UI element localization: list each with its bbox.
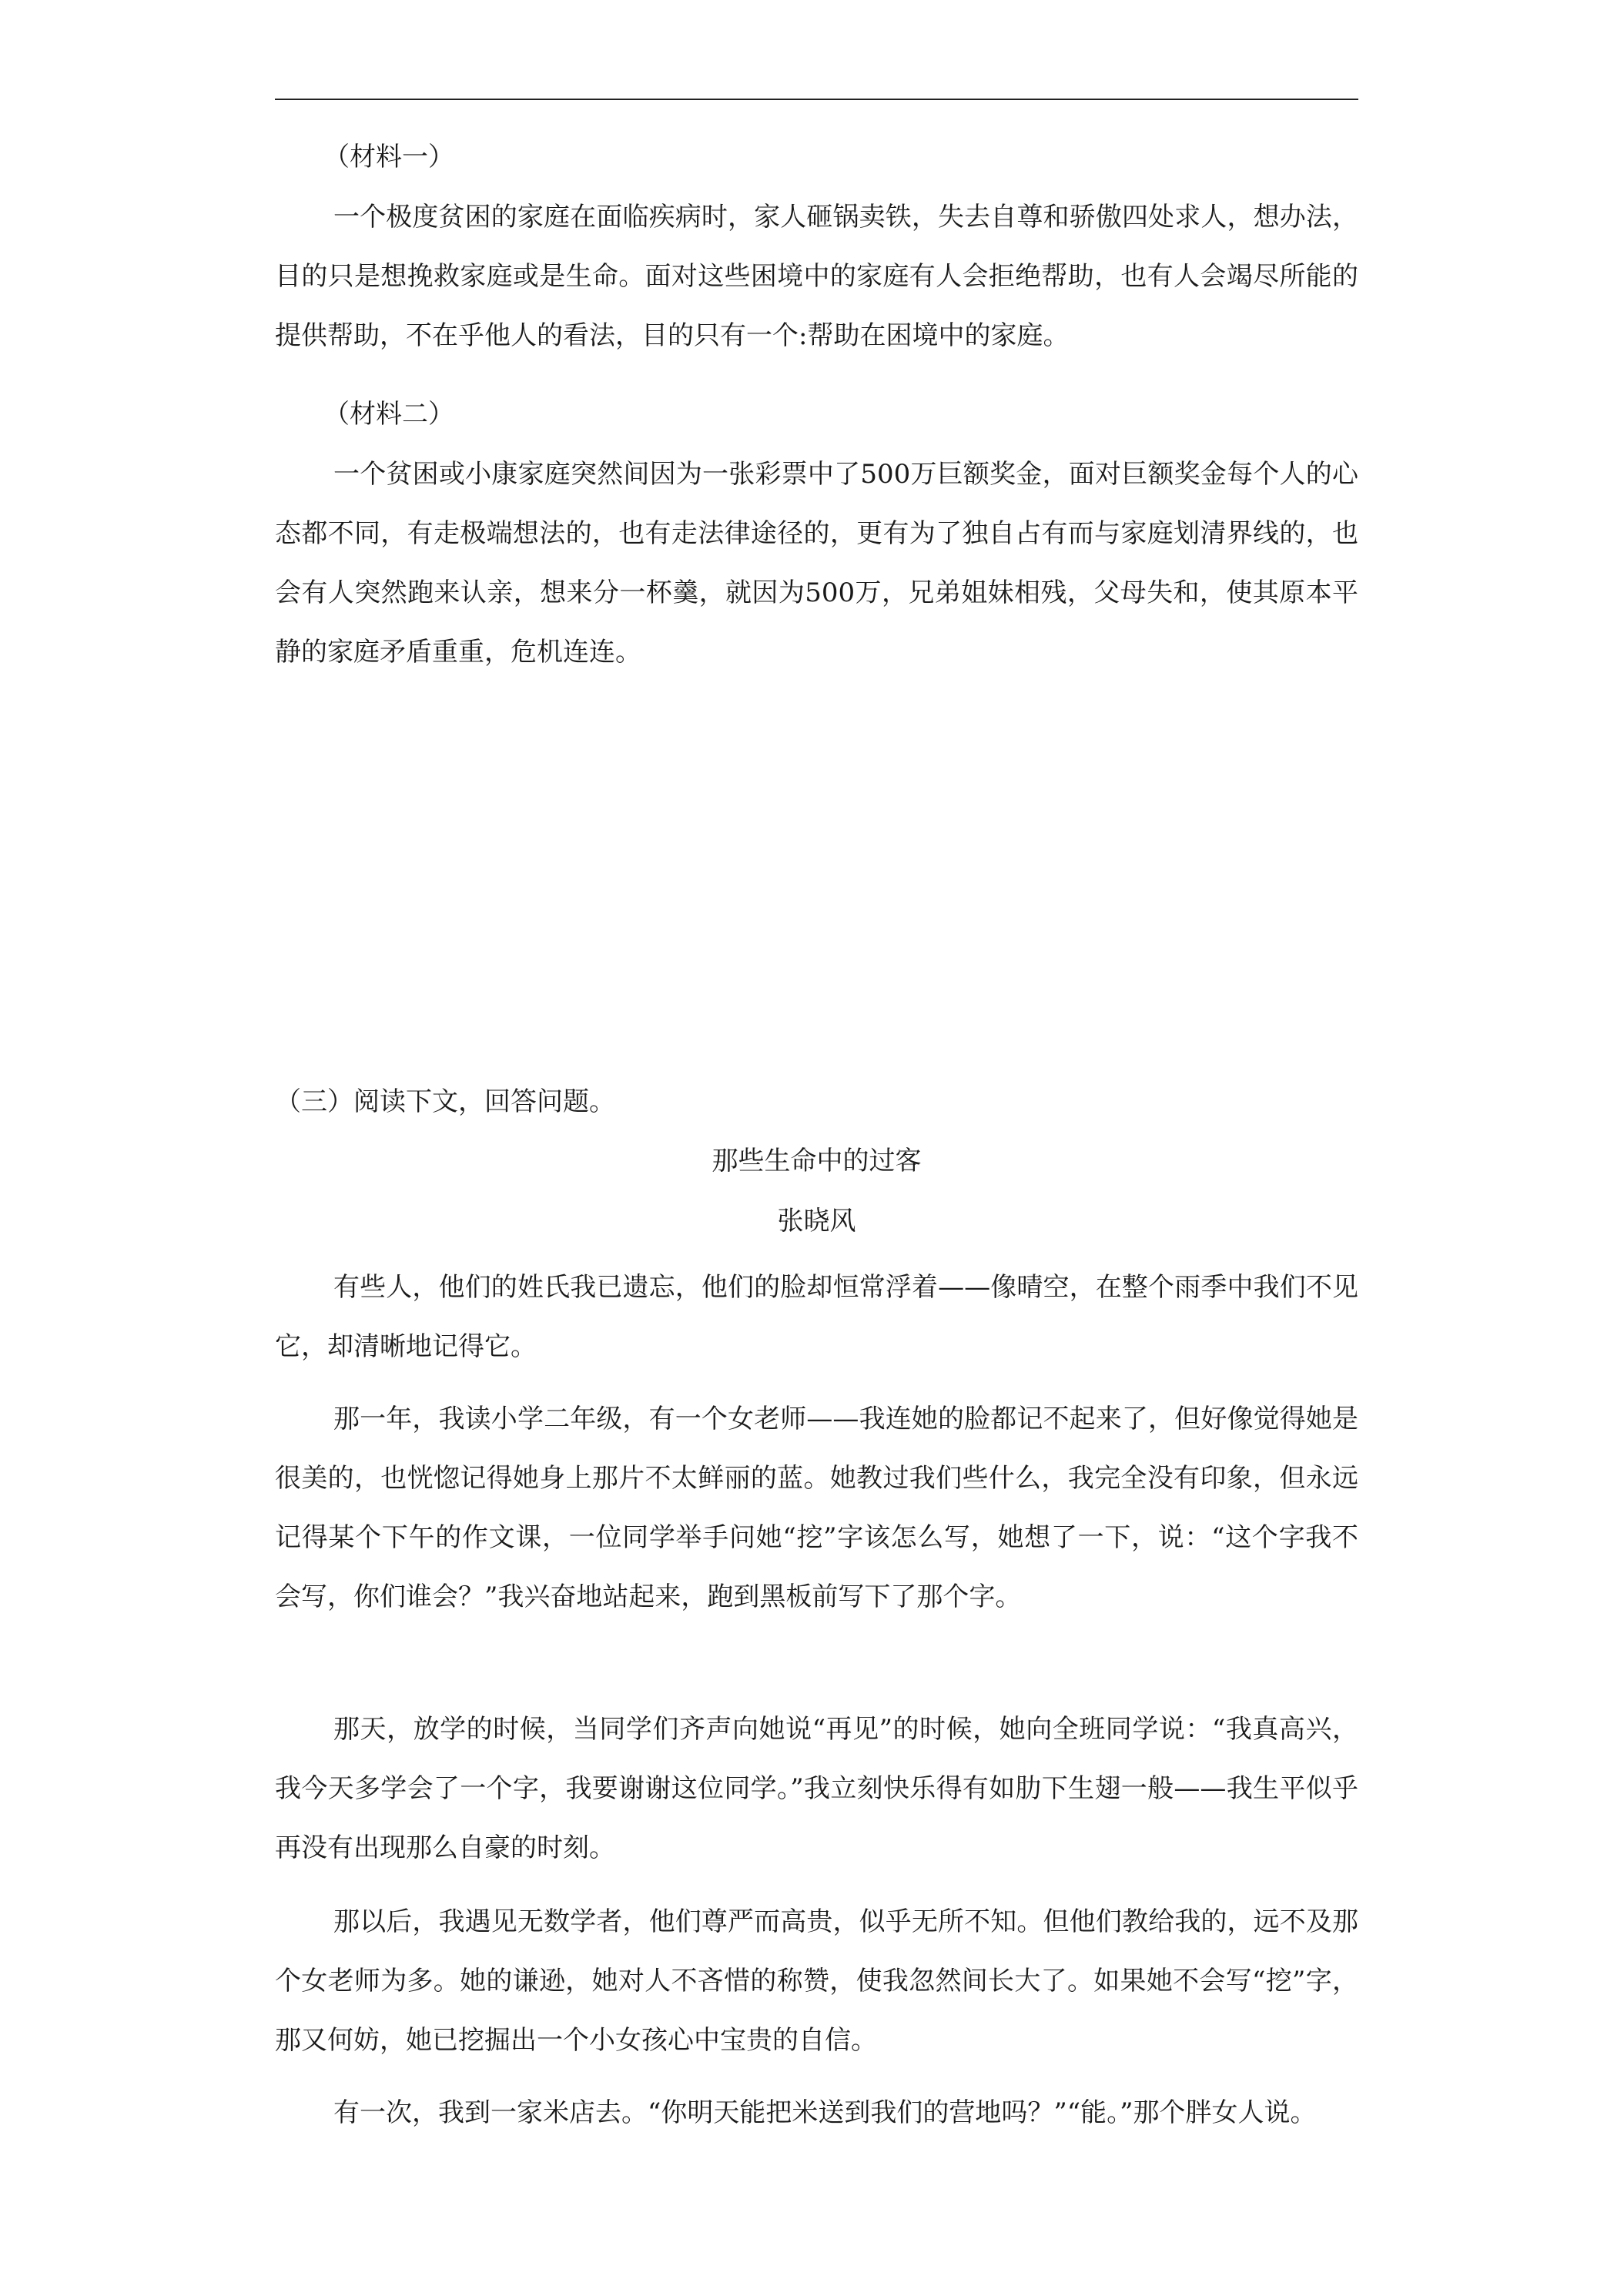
- section-heading: （三）阅读下文，回答问题。: [275, 1086, 615, 1117]
- article-paragraph: 有一次，我到一家米店去。“你明天能把米送到我们的营地吗？”“能。”那个胖女人说。: [333, 2097, 1317, 2128]
- article-title: 那些生命中的过客: [712, 1146, 922, 1176]
- article-author: 张晓风: [777, 1206, 856, 1237]
- article-paragraph: 那以后，我遇见无数学者，他们尊严而高贵，似乎无所不知。但他们教给我的，远不及那个女老师为多。她的谦逊，她对人不吝惜的称赞，使我忽然间长大了。如果她不会写“挖”字，那又何妨，她已挖掘出一个小女孩心中宝贵的自信。: [275, 1906, 1358, 2056]
- article-paragraph: 那一年，我读小学二年级，有一个女老师——我连她的脸都记不起来了，但好像觉得她是很美的，也恍惚记得她身上那片不太鲜丽的蓝。她教过我们些什么，我完全没有印象，但永远记得某个下午的作文课，一位同学举手问她“挖”字该怎么写，她想了一下，说：“这个字我不会写，你们谁会？”我兴奋地站起来，跑到黑板前写下了那个字。: [275, 1404, 1358, 1612]
- material2-text: 一个贫困或小康家庭突然间因为一张彩票中了500万巨额奖金，面对巨额奖金每个人的心态都不同，有走极端想法的，也有走法律途径的，更有为了独自占有而与家庭划清界线的，也会有人突然跑来认亲，想来分一杯羹，就因为500万，兄弟姐妹相残，父母失和，使其原本平静的家庭矛盾重重，危机连连。: [275, 459, 1358, 668]
- article-paragraph: 那天，放学的时候，当同学们齐声向她说“再见”的时候，她向全班同学说：“我真高兴，我今天多学会了一个字，我要谢谢这位同学。”我立刻快乐得有如肋下生翅一般——我生平似乎再没有出现那么自豪的时刻。: [275, 1714, 1358, 1863]
- material2-label: （材料二）: [323, 399, 454, 430]
- article-paragraph: 有些人，他们的姓氏我已遗忘，他们的脸却恒常浮着——像晴空，在整个雨季中我们不见它，却清晰地记得它。: [275, 1272, 1358, 1362]
- material1-label: （材料一）: [323, 142, 454, 172]
- header-rule: [275, 99, 1358, 100]
- material1-text: 一个极度贫困的家庭在面临疾病时，家人砸锅卖铁，失去自尊和骄傲四处求人，想办法，目的只是想挽救家庭或是生命。面对这些困境中的家庭有人会拒绝帮助，也有人会竭尽所能的提供帮助，不在乎他人的看法，目的只有一个:帮助在困境中的家庭。: [275, 202, 1358, 351]
